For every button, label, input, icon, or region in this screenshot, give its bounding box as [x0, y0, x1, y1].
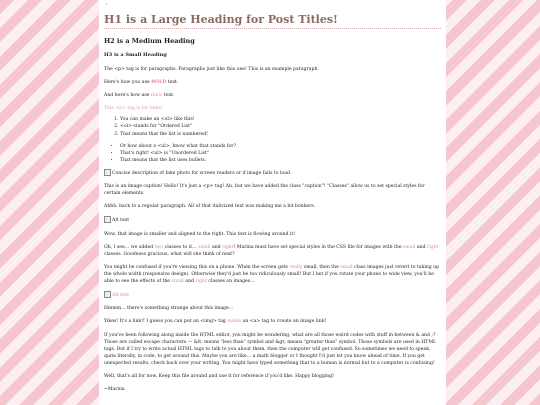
highlight-run: small	[340, 264, 353, 270]
text-run: small, then the	[302, 264, 341, 270]
escape-characters-paragraph: If you've been following along inside the HTML editor, you might be wondering, what are all those weird codes with stuff in-between & and ;? Those are called escape characters — &lt; means "less than" symbol and &gt; means "greater than" symbol. Those symbols are used in HTML tags. But if I try to write actual HTML tags to talk to you about them, then the computer will get confused. So sometimes we need to speak, quite literally, in code, to get around this. Maybe you are like… a math blogger or I thought I'd just let you know ahead of time. If you get unexpected results, check back over your writing. You might have typed something that to a human is normal but to a computer is confusing!	[104, 332, 437, 366]
text-run: class images just revert to taking up the whole width (responsive design). Otherwise they'd just be too ridiculously small! But I bet if you rotate your phone to wide view, you'll be able to see the effects of the	[104, 264, 440, 285]
image1-alt-text: Concise description of fake photo for screen readers or if image fails to load.	[112, 171, 292, 176]
corner-dot: •	[105, 2, 108, 8]
highlight-run: right	[222, 244, 234, 250]
text-run: an <a> tag to create an image link!	[241, 319, 327, 325]
broken-image-icon	[104, 169, 111, 176]
title-divider	[104, 28, 441, 29]
text-run: and	[415, 244, 427, 250]
closing-paragraph: Well, that's all for now. Keep this file around and use it for reference if you'd like. Happy blogging!	[104, 374, 335, 380]
text-run: and	[183, 279, 196, 285]
bold-before: Here's how you use	[104, 80, 152, 86]
float-paragraph: Wow, that image is smaller and aligned to the right. This text is flowing around it!	[104, 231, 296, 237]
signature: ~Marina	[104, 387, 125, 393]
highlight-run: inside	[227, 319, 242, 325]
unordered-list-item: • That means that the list uses bullets.	[120, 157, 441, 164]
text-run: and	[210, 244, 223, 250]
image1-placeholder	[104, 169, 441, 177]
intro-paragraph: The <p> tag is for paragraphs. Paragraphs just like this one! This is an example paragraph.	[104, 66, 319, 72]
image3-link[interactable]	[104, 291, 441, 299]
text-run: classes to it…	[163, 244, 199, 250]
ordered-list-item: 1. You can make an <ol> like this!	[120, 116, 441, 123]
h3-heading: H3 is a Small Heading	[104, 52, 167, 59]
image3-alt-text[interactable]: Alt text	[112, 293, 130, 299]
unordered-list-item: • Or how about a <ul>, know what that stands for?	[120, 143, 441, 150]
image2-placeholder	[104, 216, 441, 224]
bold-after: text.	[166, 80, 179, 86]
unordered-list	[104, 143, 441, 164]
article-page	[99, 0, 446, 405]
broken-image-icon	[104, 216, 111, 223]
italic-word: italic	[150, 93, 163, 99]
bold-word: BOLD	[151, 80, 167, 86]
highlight-run: right	[426, 244, 439, 250]
italic-after: text.	[162, 93, 175, 99]
mobile-paragraph	[104, 264, 441, 285]
ordered-list-item: 2. <ol> stands for "Ordered List"	[120, 123, 441, 130]
highlight-run: right	[195, 279, 207, 285]
image2-alt-text: Alt text	[112, 218, 130, 224]
ordered-list	[104, 116, 441, 137]
hmmm-paragraph: Hmmm… there's something strange about this image…	[104, 306, 234, 312]
unordered-list-item: • That's right! <ul> is "Unordered List"	[120, 150, 441, 157]
highlight-run: small	[171, 279, 184, 285]
broken-image-icon	[104, 291, 111, 298]
caption-paragraph: This is an image caption! Hello! It's just a <p> tag! Ah, but we have added the class "caption"! "Classes" allow us to set special styles for certain elements.	[104, 184, 425, 197]
h2-heading: H2 is a Medium Heading	[104, 37, 195, 46]
italic-before: And here's how use	[104, 93, 151, 99]
highlight-run: small	[403, 244, 416, 250]
text-run: classes. Goodness gracious, what will she think of next?	[104, 251, 235, 257]
highlight-run: small	[198, 244, 211, 250]
regular-paragraph: Ahhh, back to a regular paragraph. All of that italicized text was making me a bit bonkers.	[104, 204, 316, 210]
ordered-list-item: 3. That means that the list is numbered!	[120, 131, 441, 138]
italic-example	[104, 92, 441, 99]
highlight-run: really	[289, 264, 303, 270]
text-run: Oh, I see… we added	[104, 244, 155, 250]
h1-heading: H1 is a Large Heading for Post Titles!	[104, 13, 338, 26]
yikes-paragraph	[104, 318, 441, 325]
text-run: classes on images…	[206, 279, 255, 285]
classes-paragraph	[104, 244, 441, 258]
highlight-run: two	[154, 244, 164, 250]
text-run: ! Marina must have set special styles in the CSS file for images with the	[233, 244, 404, 250]
text-run: Yikes! It's a link!! I guess you can put an <img> tag	[104, 319, 228, 325]
text-run: You might be confused if you're viewing this on a phone. When the screen gets	[104, 264, 290, 270]
bold-example	[104, 79, 441, 86]
link-example[interactable]: This <p> tag is for links!	[104, 106, 163, 112]
